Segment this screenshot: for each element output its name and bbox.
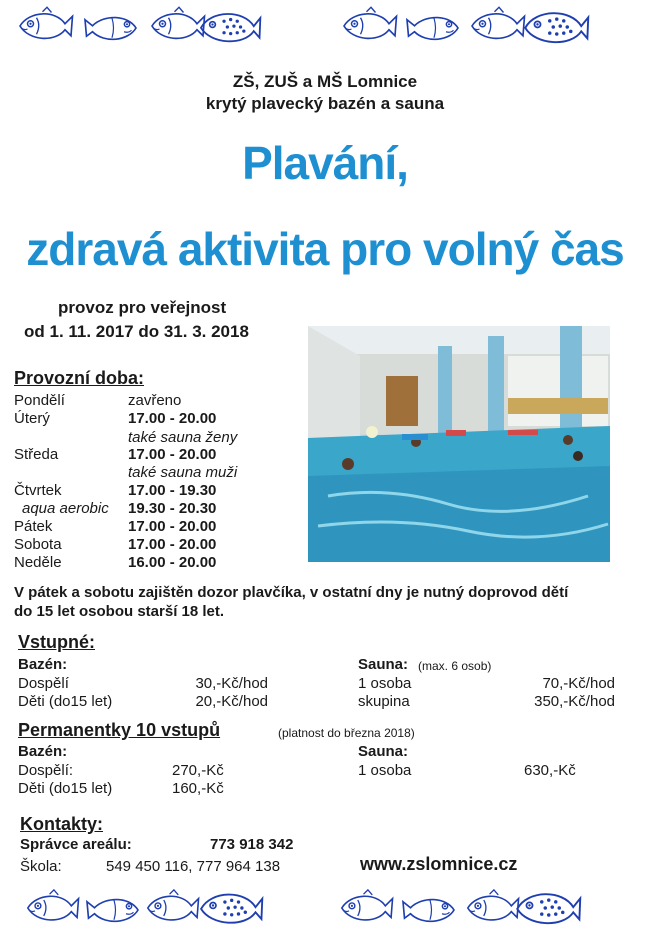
contacts-heading: Kontakty: xyxy=(20,814,104,834)
hours-day: Úterý xyxy=(14,410,50,427)
hours-time: 17.00 - 20.00 xyxy=(128,536,217,553)
hours-day: Středa xyxy=(14,446,59,463)
hours-time: 17.00 - 19.30 xyxy=(128,482,217,499)
hours-time: zavřeno xyxy=(128,392,182,409)
passes-pool-price: 160,-Kč xyxy=(172,780,224,797)
notice-line2: do 15 let osobou starší 18 let. xyxy=(14,603,225,620)
passes-heading: Permanentky 10 vstupů xyxy=(18,720,221,740)
website-link[interactable]: www.zslomnice.cz xyxy=(360,854,518,874)
fish-icon xyxy=(336,886,394,930)
subtitle-line2: od 1. 11. 2017 do 31. 3. 2018 xyxy=(24,322,249,341)
contacts-school-label: Škola: xyxy=(20,858,62,875)
hours-day: Čtvrtek xyxy=(14,482,62,499)
fish-icon xyxy=(196,884,264,932)
entry-sauna-who: 1 osoba xyxy=(358,675,412,692)
fish-icon xyxy=(82,8,142,48)
hours-heading: Provozní doba: xyxy=(14,368,144,388)
hours-day: Sobota xyxy=(14,536,62,553)
passes-pool-who: Děti (do15 let) xyxy=(18,780,113,797)
fish-icon xyxy=(404,8,464,48)
fish-icon xyxy=(520,4,590,50)
contacts-manager-label: Správce areálu: xyxy=(20,836,132,853)
passes-pool-label: Bazén: xyxy=(18,743,68,760)
hours-time: 16.00 - 20.00 xyxy=(128,554,217,571)
passes-pool-who: Dospělí: xyxy=(18,762,74,779)
fish-icon xyxy=(14,4,74,48)
entry-sauna-price: 350,-Kč/hod xyxy=(534,693,615,710)
title-line1: Plavání, xyxy=(242,137,408,189)
contacts-school-phone: 549 450 116, 777 964 138 xyxy=(106,858,281,875)
fish-icon xyxy=(466,4,526,48)
passes-sauna-who: 1 osoba xyxy=(358,762,412,779)
notice-line1: V pátek a sobotu zajištěn dozor plavčíka, v ostatní dny je nutný doprovod dětí xyxy=(14,584,569,601)
subtitle-line1: provoz pro veřejnost xyxy=(58,298,227,317)
fish-icon xyxy=(400,890,460,930)
hours-time: 17.00 - 20.00 xyxy=(128,410,217,427)
entry-pool-who: Dospělí xyxy=(18,675,69,692)
entry-sauna-note: (max. 6 osob) xyxy=(418,659,492,673)
hours-day: Pondělí xyxy=(14,392,65,409)
fish-icon xyxy=(142,886,200,930)
hours-time: 17.00 - 20.00 xyxy=(128,446,217,463)
passes-sauna-label: Sauna: xyxy=(358,743,409,760)
entry-pool-label: Bazén: xyxy=(18,656,68,673)
entry-pool-who: Děti (do15 let) xyxy=(18,693,113,710)
hours-note: také sauna ženy xyxy=(128,429,238,446)
passes-sauna-price: 630,-Kč xyxy=(524,762,576,779)
fish-icon xyxy=(338,4,398,48)
fish-icon xyxy=(196,4,262,50)
entry-pool-price: 20,-Kč/hod xyxy=(195,693,268,710)
passes-pool-price: 270,-Kč xyxy=(172,762,224,779)
hours-note: také sauna muži xyxy=(128,464,238,481)
title-line2: zdravá aktivita pro volný čas xyxy=(26,223,624,275)
hours-time: 17.00 - 20.00 xyxy=(128,518,217,535)
entry-sauna-label: Sauna: xyxy=(358,656,409,673)
fish-icon xyxy=(22,886,80,930)
entry-heading: Vstupné: xyxy=(18,632,96,652)
hours-day: aqua aerobic xyxy=(22,500,109,517)
pool-photo xyxy=(308,326,610,562)
header-line2: krytý plavecký bazén a sauna xyxy=(205,94,445,113)
entry-pool-price: 30,-Kč/hod xyxy=(195,675,268,692)
contacts-manager-phone: 773 918 342 xyxy=(210,836,294,853)
entry-sauna-price: 70,-Kč/hod xyxy=(542,675,615,692)
hours-time: 19.30 - 20.30 xyxy=(128,500,217,517)
passes-note: (platnost do března 2018) xyxy=(278,726,415,740)
fish-icon xyxy=(512,884,582,932)
hours-day: Pátek xyxy=(14,518,53,535)
hours-day: Neděle xyxy=(14,554,62,571)
entry-sauna-who: skupina xyxy=(358,693,410,710)
header-line1: ZŠ, ZUŠ a MŠ Lomnice xyxy=(232,72,418,91)
fish-icon xyxy=(84,890,144,930)
